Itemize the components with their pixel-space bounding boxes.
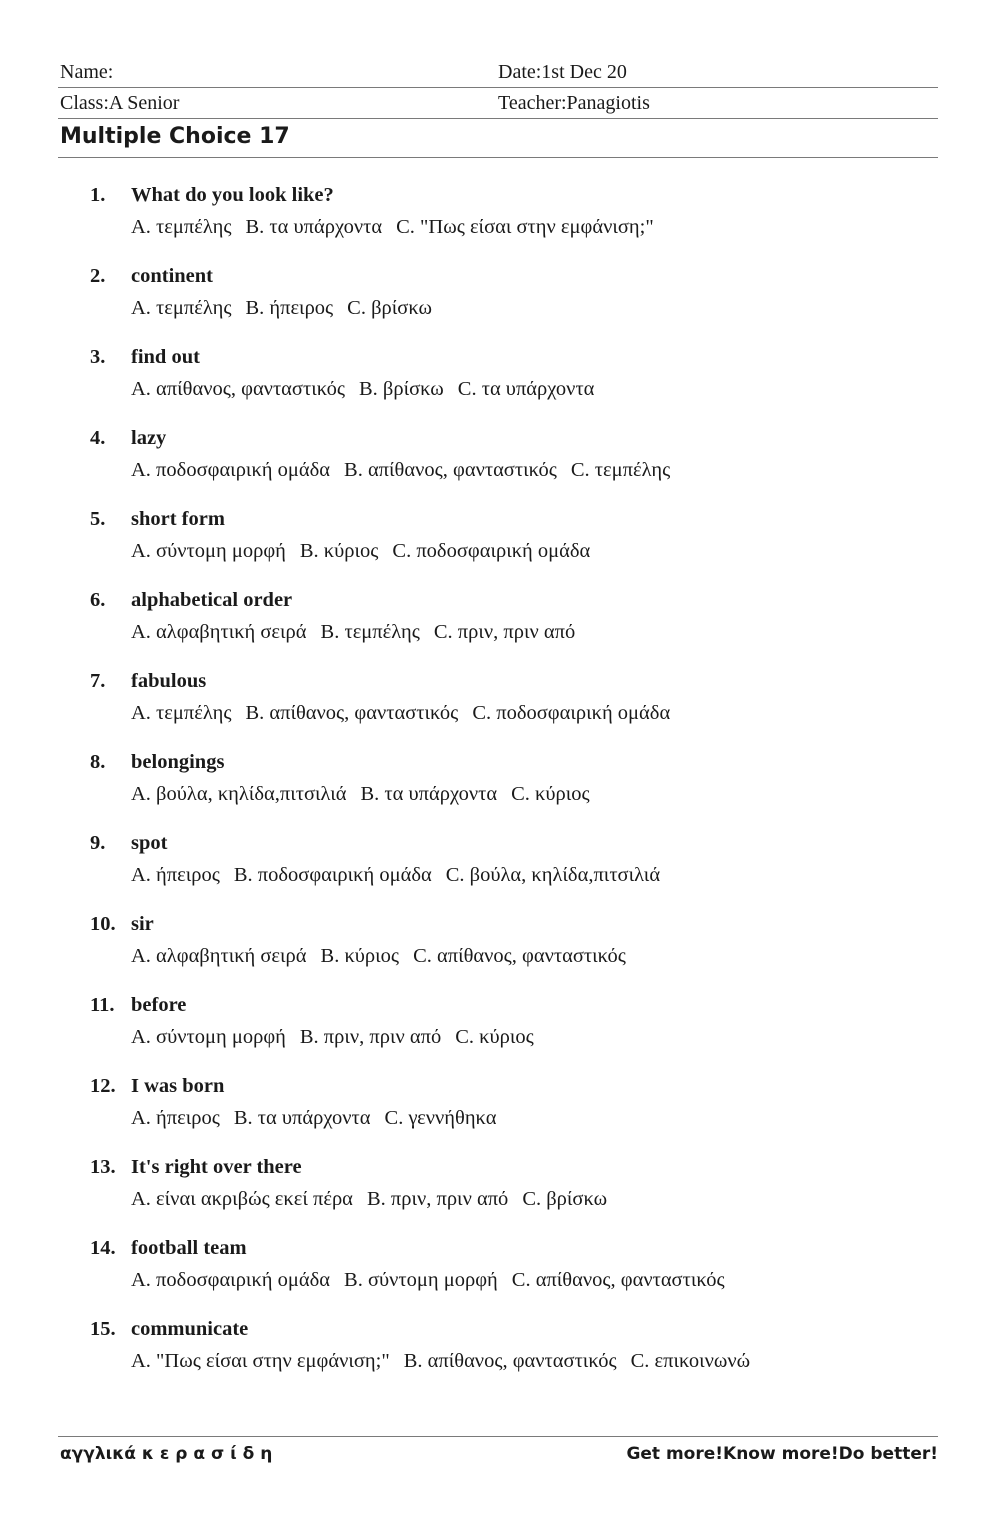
answer-options [131, 702, 684, 725]
answer-options [131, 378, 608, 401]
question-number: 12. [90, 1075, 116, 1097]
answer-option-c[interactable]: C. γεννήθηκα [384, 1107, 497, 1129]
question-list [90, 184, 950, 1399]
answer-option-a[interactable]: A. είναι ακριβώς εκεί πέρα [131, 1188, 353, 1210]
question-number: 3. [90, 346, 106, 368]
footer-slogan: Get more!Know more!Do better! [626, 1444, 938, 1464]
question-number: 4. [90, 427, 106, 449]
answer-option-c[interactable]: C. βούλα, κηλίδα,πιτσιλιά [445, 864, 661, 886]
answer-options [131, 1269, 739, 1292]
answer-options [131, 540, 604, 563]
answer-option-a[interactable]: A. τεμπέλης [131, 702, 232, 724]
answer-option-a[interactable]: A. τεμπέλης [131, 216, 232, 238]
question-item [90, 1318, 950, 1399]
answer-options [131, 1188, 621, 1211]
answer-option-c[interactable]: C. τα υπάρχοντα [457, 378, 595, 400]
question-number: 14. [90, 1237, 116, 1259]
answer-option-b[interactable]: B. πριν, πριν από [366, 1188, 509, 1210]
page-title: Multiple Choice 17 [60, 124, 290, 149]
question-number: 8. [90, 751, 106, 773]
question-item [90, 346, 950, 427]
question-item [90, 589, 950, 670]
class-label: Class:A Senior [60, 92, 180, 114]
answer-option-a[interactable]: A. σύντομη μορφή [131, 1026, 286, 1048]
answer-option-a[interactable]: A. τεμπέλης [131, 297, 232, 319]
answer-option-b[interactable]: B. σύντομη μορφή [344, 1269, 498, 1291]
answer-option-c[interactable]: C. βρίσκω [347, 297, 432, 319]
answer-option-c[interactable]: C. κύριος [511, 783, 590, 805]
answer-options [131, 297, 446, 320]
answer-option-b[interactable]: B. απίθανος, φανταστικός [344, 459, 557, 481]
answer-option-a[interactable]: A. "Πως είσαι στην εμφάνιση;" [131, 1350, 390, 1372]
question-number: 1. [90, 184, 106, 206]
answer-option-b[interactable]: B. ποδοσφαιρική ομάδα [233, 864, 432, 886]
question-number: 2. [90, 265, 106, 287]
answer-option-a[interactable]: A. αλφαβητική σειρά [131, 945, 307, 967]
question-stem: short form [131, 508, 225, 530]
question-item [90, 1075, 950, 1156]
question-item [90, 265, 950, 346]
question-number: 10. [90, 913, 116, 935]
answer-option-b[interactable]: B. απίθανος, φανταστικός [403, 1350, 617, 1372]
answer-option-c[interactable]: C. τεμπέλης [570, 459, 671, 481]
question-item [90, 184, 950, 265]
answer-option-c[interactable]: C. κύριος [455, 1026, 534, 1048]
answer-option-a[interactable]: A. σύντομη μορφή [131, 540, 286, 562]
question-number: 5. [90, 508, 106, 530]
answer-options [131, 459, 684, 482]
question-stem: alphabetical order [131, 589, 293, 611]
question-number: 6. [90, 589, 106, 611]
header-row-2 [58, 88, 938, 119]
question-stem: communicate [131, 1318, 249, 1340]
answer-option-a[interactable]: A. βούλα, κηλίδα,πιτσιλιά [131, 783, 347, 805]
question-number: 13. [90, 1156, 116, 1178]
answer-option-b[interactable]: B. απίθανος, φανταστικός [245, 702, 459, 724]
question-item [90, 832, 950, 913]
answer-option-b[interactable]: B. τεμπέλης [320, 621, 420, 643]
question-number: 15. [90, 1318, 116, 1340]
question-stem: before [131, 994, 187, 1016]
question-item [90, 1237, 950, 1318]
question-item [90, 1156, 950, 1237]
question-number: 11. [90, 994, 115, 1016]
answer-option-a[interactable]: A. ήπειρος [131, 864, 220, 886]
answer-option-b[interactable]: B. ήπειρος [245, 297, 334, 319]
answer-option-b[interactable]: B. πριν, πριν από [299, 1026, 442, 1048]
question-item [90, 994, 950, 1075]
answer-options [131, 1026, 548, 1049]
answer-option-c[interactable]: C. πριν, πριν από [433, 621, 576, 643]
question-item [90, 427, 950, 508]
question-stem: It's right over there [131, 1156, 302, 1178]
answer-option-a[interactable]: A. απίθανος, φανταστικός [131, 378, 345, 400]
answer-option-c[interactable]: C. "Πως είσαι στην εμφάνιση;" [396, 216, 654, 238]
question-item [90, 670, 950, 751]
footer-brand: αγγλικά κ ε ρ α σ ί δ η [60, 1444, 273, 1464]
answer-option-a[interactable]: A. ήπειρος [131, 1107, 220, 1129]
answer-option-c[interactable]: C. βρίσκω [522, 1188, 608, 1210]
name-label: Name: [60, 61, 114, 83]
answer-option-b[interactable]: B. κύριος [320, 945, 400, 967]
answer-option-b[interactable]: B. τα υπάρχοντα [233, 1107, 371, 1129]
answer-option-c[interactable]: C. απίθανος, φανταστικός [413, 945, 626, 967]
question-item [90, 913, 950, 994]
answer-option-a[interactable]: A. αλφαβητική σειρά [131, 621, 307, 643]
answer-option-c[interactable]: C. απίθανος, φανταστικός [511, 1269, 725, 1291]
answer-options [131, 1350, 764, 1373]
question-stem: fabulous [131, 670, 207, 692]
question-stem: continent [131, 265, 213, 287]
question-item [90, 751, 950, 832]
answer-options [131, 864, 674, 887]
question-stem: belongings [131, 751, 225, 773]
question-item [90, 508, 950, 589]
question-stem: spot [131, 832, 168, 854]
answer-options [131, 216, 668, 239]
question-number: 7. [90, 670, 106, 692]
question-stem: find out [131, 346, 200, 368]
answer-options [131, 945, 640, 968]
date-label: Date:1st Dec 20 [498, 61, 627, 83]
answer-option-b[interactable]: B. βρίσκω [358, 378, 444, 400]
page-title-bar [58, 123, 938, 158]
question-stem: What do you look like? [131, 184, 334, 206]
answer-option-a[interactable]: A. ποδοσφαιρική ομάδα [131, 1269, 331, 1291]
answer-options [131, 1107, 510, 1130]
answer-option-b[interactable]: B. τα υπάρχοντα [245, 216, 383, 238]
answer-option-b[interactable]: B. τα υπάρχοντα [360, 783, 498, 805]
header-row-1 [58, 57, 938, 88]
answer-options [131, 621, 589, 644]
question-stem: sir [131, 913, 154, 935]
answer-option-c[interactable]: C. ποδοσφαιρική ομάδα [472, 702, 671, 724]
answer-options [131, 783, 604, 806]
teacher-label: Teacher:Panagiotis [498, 92, 650, 114]
question-stem: football team [131, 1237, 247, 1259]
question-stem: lazy [131, 427, 167, 449]
answer-option-c[interactable]: C. ποδοσφαιρική ομάδα [392, 540, 591, 562]
answer-option-b[interactable]: B. κύριος [299, 540, 379, 562]
answer-option-a[interactable]: A. ποδοσφαιρική ομάδα [131, 459, 331, 481]
footer [58, 1436, 938, 1477]
answer-option-c[interactable]: C. επικοινωνώ [630, 1350, 751, 1372]
question-number: 9. [90, 832, 106, 854]
question-stem: I was born [131, 1075, 225, 1097]
